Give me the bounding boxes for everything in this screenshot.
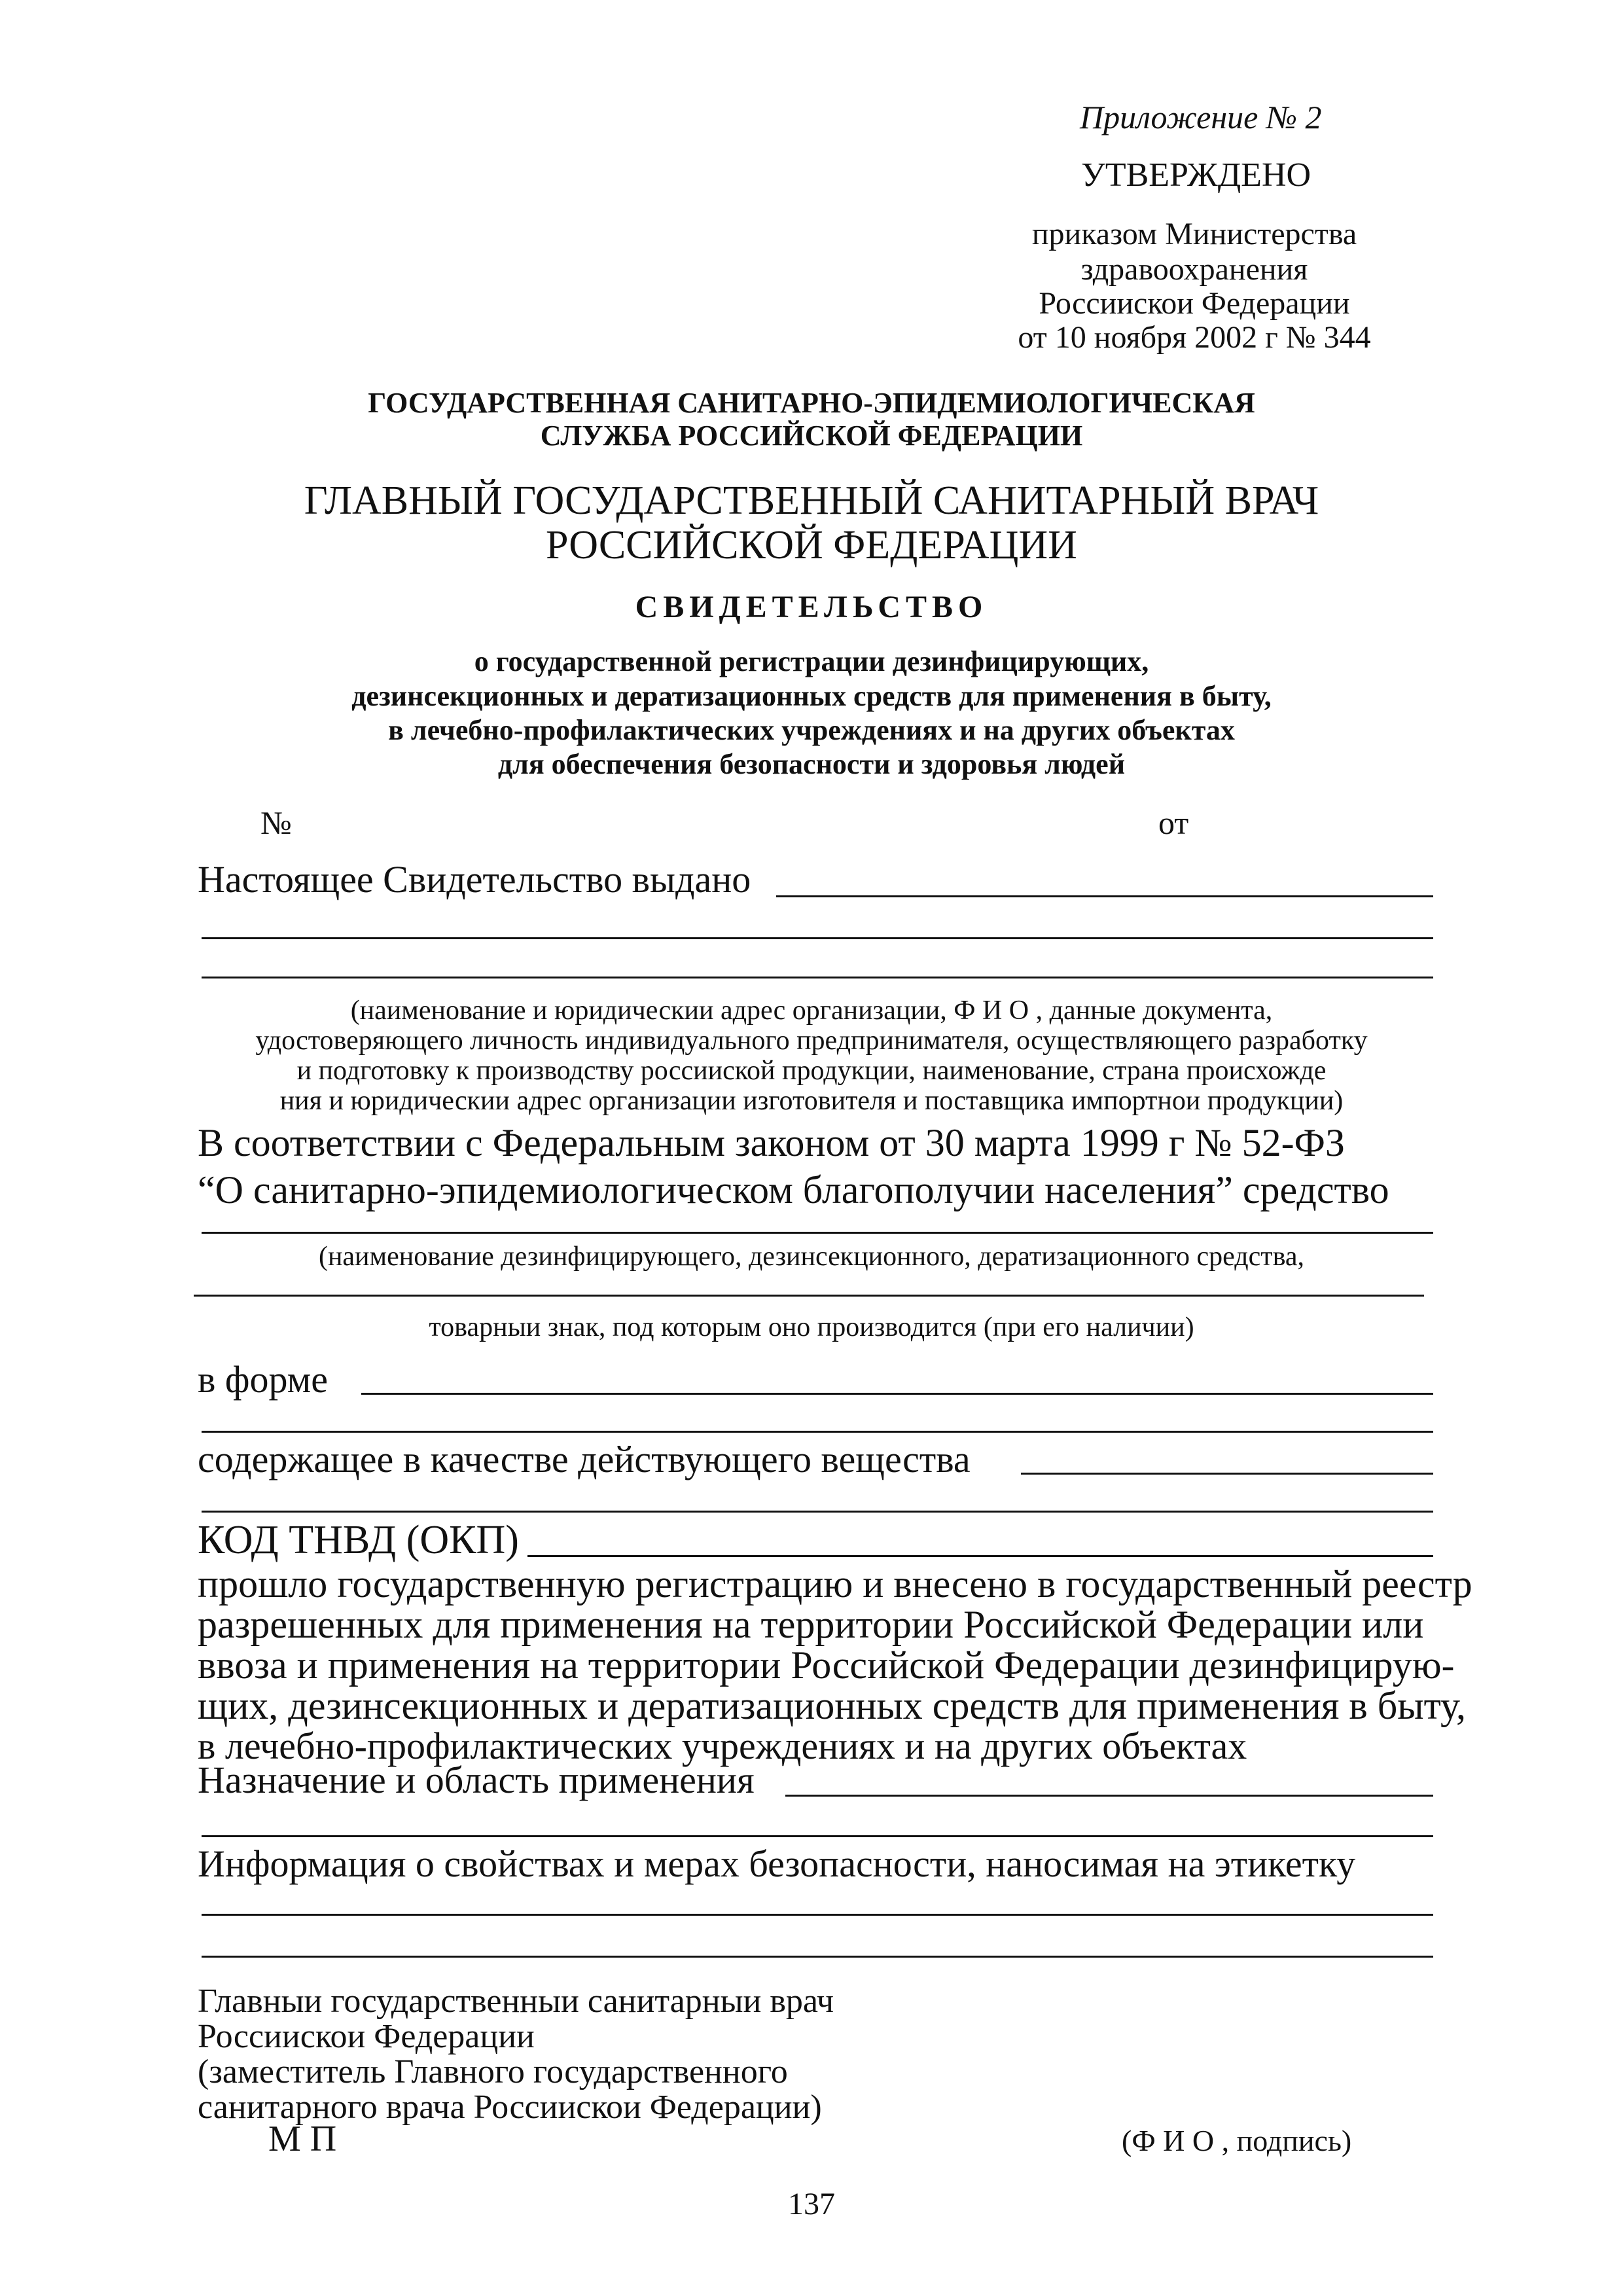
agent-blank-line[interactable] [202, 1232, 1433, 1234]
trademark-blank-line[interactable] [194, 1295, 1424, 1297]
order-line-3: Россиискои Федерации [1039, 286, 1350, 321]
order-date-number: от 10 ноября 2002 г № 344 [1018, 320, 1371, 355]
issued-label: Настоящее Свидетельство выдано [198, 858, 751, 901]
certificate-number-label: № [260, 804, 292, 841]
issued-note-4: ния и юридическии адрес организации изготовителя и поставщика импортнои продукции) [279, 1086, 1344, 1116]
substance-blank-line-2[interactable] [202, 1511, 1433, 1513]
issued-blank-line-1[interactable] [776, 895, 1433, 897]
issued-note-1: (наименование и юридическии адрес организации, Ф И О , данные документа, [350, 996, 1273, 1026]
signature-line-1: Главныи государственныи санитарныи врач [198, 1982, 834, 2020]
official-title-line-1: ГЛАВНЫЙ ГОСУДАРСТВЕННЫЙ САНИТАРНЫЙ ВРАЧ [304, 478, 1319, 523]
form-blank-line-2[interactable] [202, 1431, 1433, 1433]
official-title-line-2: РОССИЙСКОЙ ФЕДЕРАЦИИ [546, 523, 1077, 567]
purpose-blank-line-2[interactable] [202, 1835, 1433, 1837]
code-label: КОД ТНВД (ОКП) [198, 1518, 519, 1562]
service-title-line-1: ГОСУДАРСТВЕННАЯ САНИТАРНО-ЭПИДЕМИОЛОГИЧЕСКАЯ [368, 387, 1255, 419]
info-blank-line-2[interactable] [202, 1956, 1433, 1958]
issued-blank-line-3[interactable] [202, 977, 1433, 978]
certificate-title: СВИДЕТЕЛЬСТВО [635, 590, 988, 624]
substance-label: содержащее в качестве действующего вещества [198, 1438, 971, 1480]
registration-line-4: щих, дезинсекционных и дератизационных средств для применения в быту, [198, 1684, 1466, 1727]
registration-line-5: в лечебно-профилактических учреждениях и на других объектах [198, 1725, 1247, 1767]
certificate-subtitle-2: дезинсекционных и дератизационных средств для применения в быту, [351, 680, 1272, 712]
page-number: 137 [788, 2187, 835, 2221]
approved-label: УТВЕРЖДЕНО [1081, 156, 1311, 194]
signature-line-3: (заместитель Главного государственного [198, 2053, 788, 2090]
substance-blank-line-1[interactable] [1021, 1473, 1433, 1475]
certificate-subtitle-1: о государственной регистрации дезинфицирующих, [474, 645, 1149, 677]
law-line-1: В соответствии с Федеральным законом от 30 марта 1999 г № 52-ФЗ [198, 1121, 1346, 1164]
signature-line-2: Россиискои Федерации [198, 2018, 535, 2055]
name-signature-label: (Ф И О , подпись) [1122, 2124, 1352, 2157]
code-blank-line[interactable] [527, 1555, 1433, 1557]
certificate-subtitle-3: в лечебно-профилактических учреждениях и на других объектах [388, 714, 1235, 746]
trademark-note: товарныи знак, под которым оно производится (при его наличии) [429, 1312, 1194, 1342]
registration-line-3: ввоза и применения на территории Российской Федерации дезинфицирую- [198, 1643, 1455, 1687]
issued-note-3: и подготовку к производству россииской продукции, наименование, страна происхожде [296, 1056, 1327, 1086]
registration-line-2: разрешенных для применения на территории Российской Федерации или [198, 1603, 1424, 1646]
info-label: Информация о свойствах и мерах безопасности, наносимая на этикетку [198, 1842, 1356, 1885]
law-line-2: “О санитарно-эпидемиологическом благополучии населения” средство [198, 1168, 1389, 1211]
service-title-line-2: СЛУЖБА РОССИЙСКОЙ ФЕДЕРАЦИИ [540, 420, 1083, 452]
registration-line-1: прошло государственную регистрацию и внесено в государственный реестр [198, 1562, 1472, 1605]
issued-blank-line-2[interactable] [202, 937, 1433, 939]
appendix-label: Приложение № 2 [1080, 99, 1322, 135]
order-line-1: приказом Министерства [1031, 217, 1357, 251]
purpose-blank-line-1[interactable] [785, 1795, 1433, 1797]
certificate-subtitle-4: для обеспечения безопасности и здоровья людей [497, 748, 1126, 780]
form-blank-line-1[interactable] [361, 1393, 1433, 1395]
certificate-date-label: от [1158, 804, 1189, 841]
info-blank-line-1[interactable] [202, 1914, 1433, 1916]
agent-note: (наименование дезинфицирующего, дезинсекционного, дератизационного средства, [318, 1242, 1305, 1272]
seal-label: М П [268, 2119, 337, 2159]
signature-line-4: санитарного врача Россиискои Федерации) [198, 2089, 822, 2126]
order-line-2: здравоохранения [1080, 252, 1308, 287]
issued-note-2: удостоверяющего личность индивидуального предпринимателя, осуществляющего разработку [255, 1026, 1368, 1056]
purpose-label: Назначение и область применения [198, 1759, 755, 1801]
form-label: в форме [198, 1358, 329, 1401]
